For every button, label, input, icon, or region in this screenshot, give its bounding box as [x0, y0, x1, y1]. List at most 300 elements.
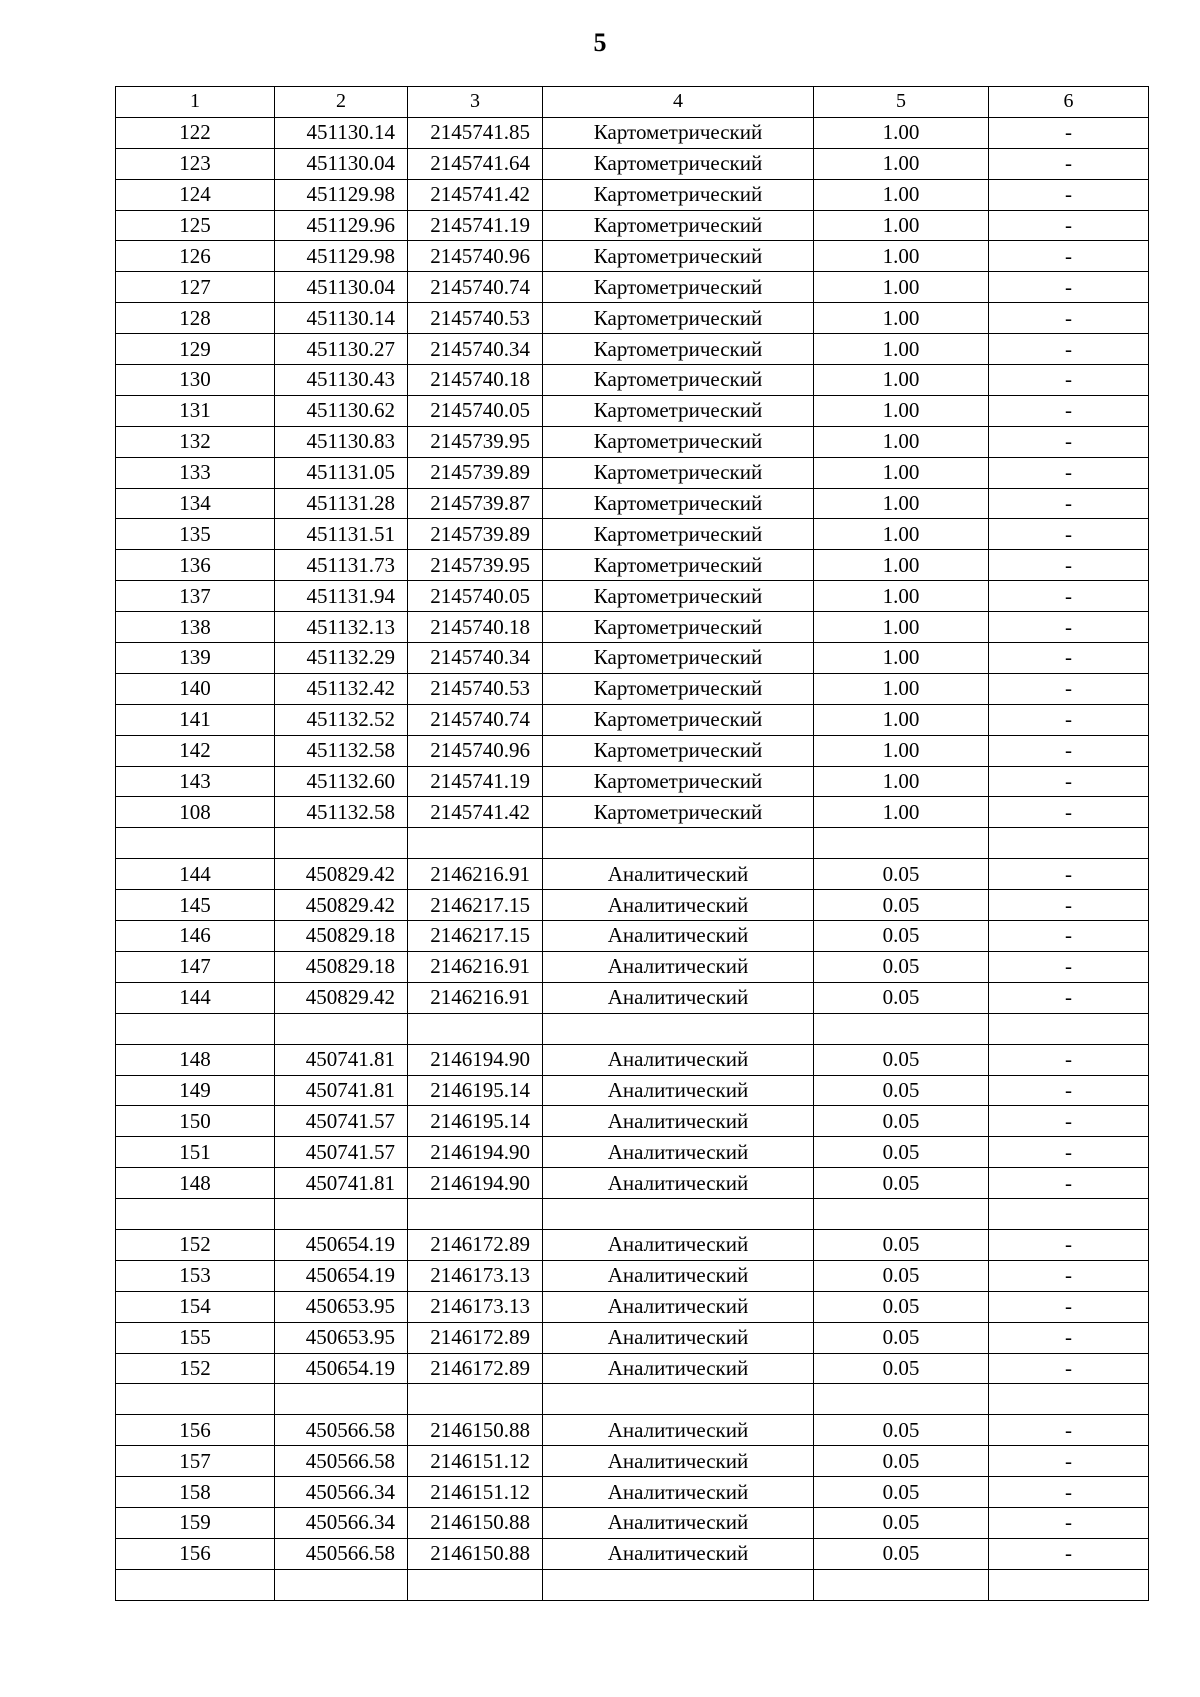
accuracy-cell	[814, 1199, 989, 1230]
method-cell	[543, 1569, 814, 1600]
method-cell: Аналитический	[543, 1075, 814, 1106]
table-row	[116, 365, 1149, 396]
table-row	[116, 1477, 1149, 1508]
accuracy-cell: 1.00	[814, 426, 989, 457]
table-row	[116, 395, 1149, 426]
accuracy-cell: 0.05	[814, 1538, 989, 1569]
point-number-cell: 157	[116, 1446, 275, 1477]
note-cell: -	[989, 488, 1149, 519]
point-number-cell: 140	[116, 673, 275, 704]
note-cell: -	[989, 272, 1149, 303]
y-coordinate-cell: 2145740.05	[408, 395, 543, 426]
method-cell: Аналитический	[543, 1229, 814, 1260]
point-number-cell: 123	[116, 148, 275, 179]
note-cell: -	[989, 1446, 1149, 1477]
y-coordinate-cell: 2146172.89	[408, 1229, 543, 1260]
note-cell: -	[989, 1106, 1149, 1137]
y-coordinate-cell: 2145739.95	[408, 550, 543, 581]
table-row	[116, 519, 1149, 550]
point-number-cell: 145	[116, 890, 275, 921]
y-coordinate-cell: 2145740.34	[408, 643, 543, 674]
method-cell: Аналитический	[543, 1168, 814, 1199]
note-cell: -	[989, 1353, 1149, 1384]
x-coordinate-cell: 451130.43	[275, 365, 408, 396]
point-number-cell: 124	[116, 179, 275, 210]
x-coordinate-cell: 450741.57	[275, 1106, 408, 1137]
note-cell: -	[989, 1477, 1149, 1508]
note-cell: -	[989, 890, 1149, 921]
x-coordinate-cell	[275, 1199, 408, 1230]
note-cell: -	[989, 1415, 1149, 1446]
table-row	[116, 210, 1149, 241]
accuracy-cell: 0.05	[814, 921, 989, 952]
note-cell: -	[989, 735, 1149, 766]
accuracy-cell: 1.00	[814, 334, 989, 365]
x-coordinate-cell: 451132.60	[275, 766, 408, 797]
table-row	[116, 951, 1149, 982]
table-row	[116, 828, 1149, 859]
table-row	[116, 179, 1149, 210]
table-row	[116, 890, 1149, 921]
point-number-cell: 128	[116, 303, 275, 334]
method-cell	[543, 1199, 814, 1230]
y-coordinate-cell: 2146150.88	[408, 1538, 543, 1569]
point-number-cell: 156	[116, 1538, 275, 1569]
x-coordinate-cell: 451132.42	[275, 673, 408, 704]
method-cell: Картометрический	[543, 395, 814, 426]
method-cell: Картометрический	[543, 488, 814, 519]
y-coordinate-cell: 2146217.15	[408, 921, 543, 952]
table-row	[116, 1199, 1149, 1230]
x-coordinate-cell: 451132.58	[275, 797, 408, 828]
note-cell: -	[989, 612, 1149, 643]
x-coordinate-cell	[275, 828, 408, 859]
accuracy-cell: 1.00	[814, 797, 989, 828]
method-cell: Аналитический	[543, 1322, 814, 1353]
note-cell: -	[989, 303, 1149, 334]
table-row	[116, 1013, 1149, 1044]
accuracy-cell: 1.00	[814, 303, 989, 334]
point-number-cell: 155	[116, 1322, 275, 1353]
x-coordinate-cell: 450741.81	[275, 1168, 408, 1199]
x-coordinate-cell: 450741.81	[275, 1075, 408, 1106]
method-cell: Аналитический	[543, 1477, 814, 1508]
accuracy-cell: 1.00	[814, 395, 989, 426]
accuracy-cell: 0.05	[814, 1322, 989, 1353]
table-row	[116, 457, 1149, 488]
table-row	[116, 272, 1149, 303]
y-coordinate-cell: 2145740.18	[408, 612, 543, 643]
accuracy-cell: 0.05	[814, 1106, 989, 1137]
x-coordinate-cell: 450829.18	[275, 951, 408, 982]
point-number-cell: 122	[116, 117, 275, 148]
table-row	[116, 673, 1149, 704]
y-coordinate-cell: 2146195.14	[408, 1106, 543, 1137]
note-cell	[989, 1013, 1149, 1044]
x-coordinate-cell: 451130.83	[275, 426, 408, 457]
note-cell: -	[989, 1291, 1149, 1322]
table-row	[116, 982, 1149, 1013]
note-cell: -	[989, 241, 1149, 272]
x-coordinate-cell: 451132.29	[275, 643, 408, 674]
x-coordinate-cell: 451130.27	[275, 334, 408, 365]
table-row	[116, 797, 1149, 828]
table-row	[116, 735, 1149, 766]
point-number-cell: 148	[116, 1044, 275, 1075]
accuracy-cell	[814, 1569, 989, 1600]
table-row	[116, 1168, 1149, 1199]
point-number-cell: 148	[116, 1168, 275, 1199]
method-cell: Аналитический	[543, 1291, 814, 1322]
y-coordinate-cell	[408, 1013, 543, 1044]
y-coordinate-cell: 2146172.89	[408, 1322, 543, 1353]
accuracy-cell: 0.05	[814, 1507, 989, 1538]
accuracy-cell	[814, 1384, 989, 1415]
table-row	[116, 1353, 1149, 1384]
accuracy-cell: 1.00	[814, 210, 989, 241]
point-number-cell	[116, 828, 275, 859]
note-cell: -	[989, 519, 1149, 550]
note-cell	[989, 1569, 1149, 1600]
point-number-cell: 126	[116, 241, 275, 272]
table-row	[116, 581, 1149, 612]
point-number-cell: 147	[116, 951, 275, 982]
method-cell: Аналитический	[543, 982, 814, 1013]
note-cell: -	[989, 1538, 1149, 1569]
table-row	[116, 1229, 1149, 1260]
x-coordinate-cell: 450741.81	[275, 1044, 408, 1075]
method-cell: Аналитический	[543, 951, 814, 982]
y-coordinate-cell: 2145739.87	[408, 488, 543, 519]
y-coordinate-cell: 2146194.90	[408, 1137, 543, 1168]
table-row	[116, 1260, 1149, 1291]
accuracy-cell: 1.00	[814, 550, 989, 581]
point-number-cell: 136	[116, 550, 275, 581]
point-number-cell	[116, 1384, 275, 1415]
x-coordinate-cell: 451129.98	[275, 241, 408, 272]
x-coordinate-cell: 451130.62	[275, 395, 408, 426]
method-cell: Аналитический	[543, 1353, 814, 1384]
x-coordinate-cell	[275, 1013, 408, 1044]
x-coordinate-cell: 450566.58	[275, 1446, 408, 1477]
y-coordinate-cell: 2145739.89	[408, 519, 543, 550]
table-row	[116, 1446, 1149, 1477]
method-cell: Картометрический	[543, 117, 814, 148]
y-coordinate-cell: 2146172.89	[408, 1353, 543, 1384]
x-coordinate-cell: 451130.14	[275, 117, 408, 148]
note-cell: -	[989, 210, 1149, 241]
accuracy-cell: 1.00	[814, 519, 989, 550]
x-coordinate-cell: 451130.14	[275, 303, 408, 334]
point-number-cell: 154	[116, 1291, 275, 1322]
x-coordinate-cell: 451131.28	[275, 488, 408, 519]
x-coordinate-cell: 451131.05	[275, 457, 408, 488]
x-coordinate-cell: 450654.19	[275, 1353, 408, 1384]
accuracy-cell: 1.00	[814, 704, 989, 735]
accuracy-cell	[814, 828, 989, 859]
x-coordinate-cell: 451130.04	[275, 148, 408, 179]
accuracy-cell	[814, 1013, 989, 1044]
table-row	[116, 1538, 1149, 1569]
y-coordinate-cell: 2145741.64	[408, 148, 543, 179]
y-coordinate-cell: 2146173.13	[408, 1291, 543, 1322]
accuracy-cell: 0.05	[814, 1229, 989, 1260]
point-number-cell: 142	[116, 735, 275, 766]
table-row	[116, 303, 1149, 334]
table-row	[116, 921, 1149, 952]
point-number-cell: 146	[116, 921, 275, 952]
point-number-cell: 129	[116, 334, 275, 365]
y-coordinate-cell: 2145741.42	[408, 179, 543, 210]
point-number-cell	[116, 1569, 275, 1600]
y-coordinate-cell	[408, 828, 543, 859]
column-header: 5	[814, 87, 989, 118]
note-cell: -	[989, 921, 1149, 952]
y-coordinate-cell: 2145740.18	[408, 365, 543, 396]
y-coordinate-cell: 2146150.88	[408, 1415, 543, 1446]
accuracy-cell: 0.05	[814, 1415, 989, 1446]
point-number-cell	[116, 1013, 275, 1044]
y-coordinate-cell: 2146217.15	[408, 890, 543, 921]
x-coordinate-cell: 450566.34	[275, 1507, 408, 1538]
x-coordinate-cell	[275, 1384, 408, 1415]
y-coordinate-cell: 2145740.74	[408, 272, 543, 303]
point-number-cell: 139	[116, 643, 275, 674]
x-coordinate-cell: 450829.42	[275, 982, 408, 1013]
y-coordinate-cell: 2146216.91	[408, 951, 543, 982]
point-number-cell: 150	[116, 1106, 275, 1137]
note-cell: -	[989, 673, 1149, 704]
x-coordinate-cell: 451129.98	[275, 179, 408, 210]
method-cell: Аналитический	[543, 1446, 814, 1477]
coordinates-table	[115, 86, 1149, 1601]
table-row	[116, 643, 1149, 674]
table-row	[116, 612, 1149, 643]
x-coordinate-cell: 451131.94	[275, 581, 408, 612]
note-cell: -	[989, 1075, 1149, 1106]
accuracy-cell: 1.00	[814, 241, 989, 272]
accuracy-cell: 1.00	[814, 179, 989, 210]
point-number-cell: 153	[116, 1260, 275, 1291]
point-number-cell: 152	[116, 1353, 275, 1384]
column-header: 3	[408, 87, 543, 118]
method-cell: Аналитический	[543, 1538, 814, 1569]
y-coordinate-cell: 2146194.90	[408, 1044, 543, 1075]
y-coordinate-cell: 2146151.12	[408, 1446, 543, 1477]
point-number-cell: 158	[116, 1477, 275, 1508]
table-row	[116, 426, 1149, 457]
note-cell: -	[989, 704, 1149, 735]
table-row	[116, 704, 1149, 735]
point-number-cell: 152	[116, 1229, 275, 1260]
y-coordinate-cell: 2146151.12	[408, 1477, 543, 1508]
x-coordinate-cell: 450654.19	[275, 1260, 408, 1291]
point-number-cell: 135	[116, 519, 275, 550]
y-coordinate-cell: 2145740.05	[408, 581, 543, 612]
table-body	[116, 87, 1149, 1601]
accuracy-cell: 0.05	[814, 890, 989, 921]
note-cell: -	[989, 1229, 1149, 1260]
x-coordinate-cell: 450566.58	[275, 1415, 408, 1446]
point-number-cell: 141	[116, 704, 275, 735]
x-coordinate-cell: 450829.42	[275, 859, 408, 890]
note-cell: -	[989, 395, 1149, 426]
x-coordinate-cell: 451132.13	[275, 612, 408, 643]
x-coordinate-cell: 450829.42	[275, 890, 408, 921]
x-coordinate-cell: 451131.73	[275, 550, 408, 581]
method-cell: Картометрический	[543, 426, 814, 457]
table-row	[116, 859, 1149, 890]
x-coordinate-cell: 451129.96	[275, 210, 408, 241]
note-cell: -	[989, 117, 1149, 148]
table-row	[116, 1137, 1149, 1168]
x-coordinate-cell: 450566.34	[275, 1477, 408, 1508]
method-cell: Картометрический	[543, 241, 814, 272]
accuracy-cell: 1.00	[814, 673, 989, 704]
method-cell: Картометрический	[543, 766, 814, 797]
accuracy-cell: 1.00	[814, 643, 989, 674]
accuracy-cell: 0.05	[814, 982, 989, 1013]
note-cell: -	[989, 951, 1149, 982]
accuracy-cell: 1.00	[814, 272, 989, 303]
note-cell: -	[989, 766, 1149, 797]
accuracy-cell: 1.00	[814, 735, 989, 766]
y-coordinate-cell: 2145741.42	[408, 797, 543, 828]
table-row	[116, 1322, 1149, 1353]
table-row	[116, 117, 1149, 148]
point-number-cell: 143	[116, 766, 275, 797]
method-cell: Картометрический	[543, 735, 814, 766]
method-cell: Аналитический	[543, 1415, 814, 1446]
y-coordinate-cell: 2146195.14	[408, 1075, 543, 1106]
x-coordinate-cell: 450653.95	[275, 1322, 408, 1353]
y-coordinate-cell: 2145741.19	[408, 210, 543, 241]
note-cell: -	[989, 426, 1149, 457]
note-cell	[989, 1384, 1149, 1415]
note-cell	[989, 828, 1149, 859]
note-cell: -	[989, 148, 1149, 179]
table-row	[116, 1507, 1149, 1538]
method-cell: Картометрический	[543, 148, 814, 179]
method-cell: Аналитический	[543, 1137, 814, 1168]
accuracy-cell: 1.00	[814, 488, 989, 519]
point-number-cell: 133	[116, 457, 275, 488]
table-row	[116, 334, 1149, 365]
note-cell: -	[989, 550, 1149, 581]
y-coordinate-cell: 2145740.96	[408, 241, 543, 272]
x-coordinate-cell: 450741.57	[275, 1137, 408, 1168]
accuracy-cell: 1.00	[814, 148, 989, 179]
point-number-cell: 131	[116, 395, 275, 426]
point-number-cell: 156	[116, 1415, 275, 1446]
method-cell: Картометрический	[543, 334, 814, 365]
method-cell	[543, 828, 814, 859]
accuracy-cell: 0.05	[814, 1044, 989, 1075]
method-cell: Картометрический	[543, 272, 814, 303]
y-coordinate-cell: 2146216.91	[408, 982, 543, 1013]
table-row	[116, 1106, 1149, 1137]
method-cell: Картометрический	[543, 612, 814, 643]
column-header: 1	[116, 87, 275, 118]
note-cell: -	[989, 643, 1149, 674]
method-cell	[543, 1384, 814, 1415]
note-cell: -	[989, 334, 1149, 365]
method-cell: Картометрический	[543, 704, 814, 735]
y-coordinate-cell: 2146194.90	[408, 1168, 543, 1199]
y-coordinate-cell: 2145740.96	[408, 735, 543, 766]
method-cell: Картометрический	[543, 797, 814, 828]
x-coordinate-cell: 450829.18	[275, 921, 408, 952]
point-number-cell: 151	[116, 1137, 275, 1168]
note-cell: -	[989, 1260, 1149, 1291]
y-coordinate-cell: 2145741.85	[408, 117, 543, 148]
note-cell: -	[989, 1322, 1149, 1353]
accuracy-cell: 1.00	[814, 766, 989, 797]
note-cell: -	[989, 859, 1149, 890]
point-number-cell: 130	[116, 365, 275, 396]
table-row	[116, 1415, 1149, 1446]
accuracy-cell: 0.05	[814, 1168, 989, 1199]
y-coordinate-cell	[408, 1569, 543, 1600]
x-coordinate-cell: 450566.58	[275, 1538, 408, 1569]
point-number-cell: 144	[116, 859, 275, 890]
accuracy-cell: 1.00	[814, 117, 989, 148]
accuracy-cell: 1.00	[814, 581, 989, 612]
accuracy-cell: 0.05	[814, 1477, 989, 1508]
table-row	[116, 1044, 1149, 1075]
y-coordinate-cell: 2145740.53	[408, 673, 543, 704]
accuracy-cell: 1.00	[814, 457, 989, 488]
column-header: 6	[989, 87, 1149, 118]
note-cell: -	[989, 1507, 1149, 1538]
method-cell: Картометрический	[543, 673, 814, 704]
note-cell: -	[989, 365, 1149, 396]
note-cell: -	[989, 1044, 1149, 1075]
method-cell: Картометрический	[543, 365, 814, 396]
y-coordinate-cell: 2145740.34	[408, 334, 543, 365]
y-coordinate-cell	[408, 1199, 543, 1230]
point-number-cell: 138	[116, 612, 275, 643]
y-coordinate-cell: 2146150.88	[408, 1507, 543, 1538]
note-cell	[989, 1199, 1149, 1230]
method-cell: Картометрический	[543, 457, 814, 488]
note-cell: -	[989, 797, 1149, 828]
table-row	[116, 1075, 1149, 1106]
table-row	[116, 488, 1149, 519]
x-coordinate-cell: 451130.04	[275, 272, 408, 303]
table-row	[116, 148, 1149, 179]
method-cell: Аналитический	[543, 890, 814, 921]
table-row	[116, 1569, 1149, 1600]
point-number-cell	[116, 1199, 275, 1230]
note-cell: -	[989, 1168, 1149, 1199]
point-number-cell: 125	[116, 210, 275, 241]
table-row	[116, 1291, 1149, 1322]
method-cell: Аналитический	[543, 921, 814, 952]
point-number-cell: 137	[116, 581, 275, 612]
accuracy-cell: 0.05	[814, 1446, 989, 1477]
accuracy-cell: 0.05	[814, 1075, 989, 1106]
table-row	[116, 1384, 1149, 1415]
method-cell: Аналитический	[543, 1106, 814, 1137]
x-coordinate-cell: 451132.58	[275, 735, 408, 766]
point-number-cell: 108	[116, 797, 275, 828]
method-cell: Картометрический	[543, 550, 814, 581]
note-cell: -	[989, 1137, 1149, 1168]
note-cell: -	[989, 581, 1149, 612]
x-coordinate-cell: 451131.51	[275, 519, 408, 550]
method-cell: Картометрический	[543, 210, 814, 241]
